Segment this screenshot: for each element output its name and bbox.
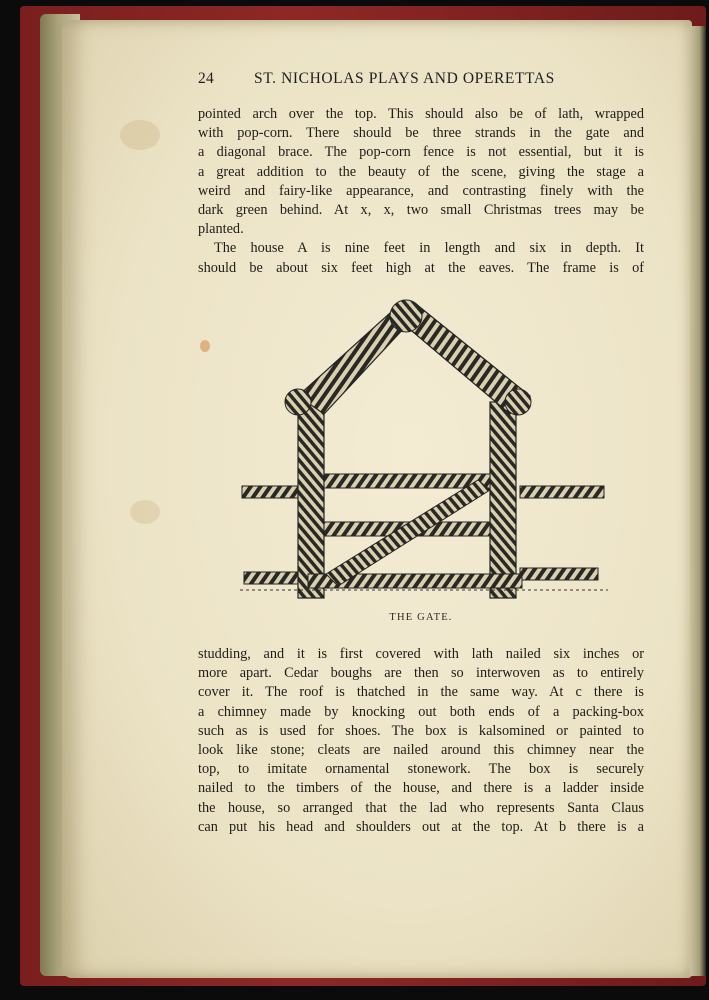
text-line: such as is used for shoes. The box is kalsomined or painted to: [198, 722, 644, 739]
text-line: a diagonal brace. The pop-corn fence is not essential, but it is: [198, 144, 644, 161]
figure-caption: THE GATE.: [389, 612, 453, 623]
running-title: ST. NICHOLAS PLAYS AND OPERETTAS: [254, 70, 555, 87]
paper-stain: [200, 340, 210, 352]
text-line: cover it. The roof is thatched in the same way. At c there is: [198, 684, 644, 701]
text-line: nailed to the timbers of the house, and there is a ladder inside: [198, 780, 644, 797]
fence-rail-left-upper: [242, 486, 304, 498]
fence-rail-right-upper: [520, 486, 604, 498]
text-line: The house A is nine feet in length and six in depth. It: [214, 240, 644, 257]
text-line: more apart. Cedar boughs are then so interwoven as to entirely: [198, 665, 644, 682]
text-line: weird and fairy-like appearance, and contrasting finely with the: [198, 182, 644, 199]
text-line: top, to imitate ornamental stonework. The box is securely: [198, 761, 644, 778]
text-line: with pop-corn. There should be three strands in the gate and: [198, 125, 644, 142]
text-line: dark green behind. At x, x, two small Christmas trees may be: [198, 201, 644, 218]
text-line: the house, so arranged that the lad who represents Santa Claus: [198, 799, 644, 816]
arch-knot: [390, 300, 422, 332]
gate-illustration: [238, 292, 610, 608]
page-edge-right: [690, 26, 706, 976]
fence-rail-right-lower: [520, 568, 598, 580]
text-line: look like stone; cleats are nailed around this chimney near the: [198, 741, 644, 758]
gate-post-left: [298, 402, 324, 598]
text-line: a chimney made by knocking out both ends of a packing-box: [198, 703, 644, 720]
post-cap-left: [285, 389, 311, 415]
page-number: 24: [198, 70, 214, 87]
paper-stain: [120, 120, 160, 150]
gate-rail-top: [324, 474, 490, 488]
text-line: can put his head and shoulders out at the top. At b there is a: [198, 818, 644, 835]
paper-stain: [130, 500, 160, 524]
text-line: should be about six feet high at the eaves. The frame is of: [198, 259, 644, 276]
post-cap-right: [505, 389, 531, 415]
running-header: [198, 70, 644, 90]
text-line: pointed arch over the top. This should also be of lath, wrapped: [198, 106, 644, 122]
paragraph-bottom: [198, 645, 644, 837]
fence-rail-left-lower: [244, 572, 306, 584]
text-line: a great addition to the beauty of the scene, giving the stage a: [198, 163, 644, 180]
paragraph-top: [198, 105, 644, 278]
text-line: planted.: [198, 221, 244, 238]
gate-post-right: [490, 402, 516, 598]
text-line: studding, and it is first covered with lath nailed six inches or: [198, 646, 644, 662]
